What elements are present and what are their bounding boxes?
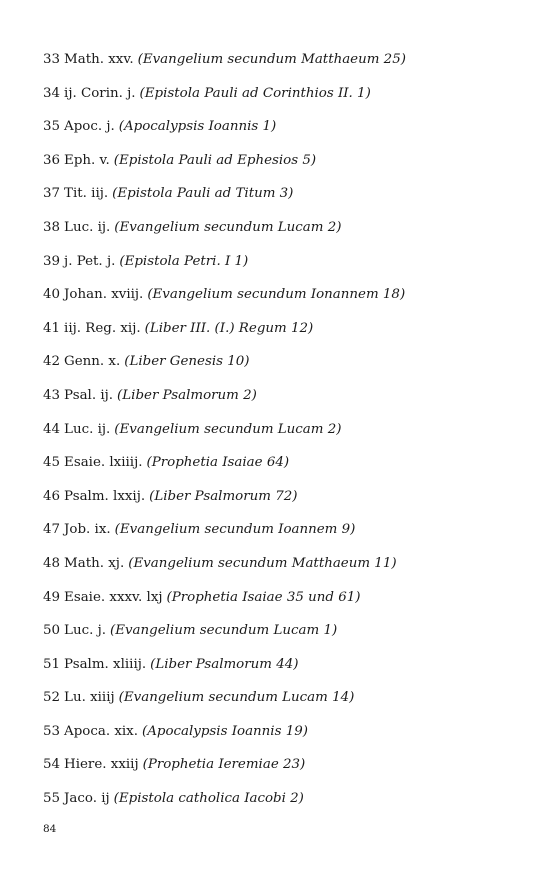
entry-number: 33	[43, 52, 61, 67]
entry-gloss: (Liber III. (I.) Regum 12)	[144, 320, 314, 336]
entry-number: 40	[43, 287, 61, 303]
entry-number: 54	[43, 757, 61, 773]
list-item	[43, 754, 523, 788]
entry-number: 34	[43, 85, 61, 101]
entry-reference: Jaco. ij	[64, 791, 110, 807]
entry-reference: Job. ix.	[64, 522, 111, 538]
entry-gloss: (Epistola Pauli ad Ephesios 5)	[113, 152, 317, 168]
entry-gloss: (Evangelium secundum Lucam 2)	[114, 421, 342, 437]
entry-gloss: (Evangelium secundum Lucam 1)	[109, 623, 338, 639]
entry-number: 50	[43, 623, 61, 639]
entry-reference: Johan. xviij.	[64, 287, 144, 303]
entry-reference: ij. Corin. j.	[64, 85, 136, 101]
entry-reference: Luc. j.	[64, 623, 106, 639]
list-item	[43, 587, 523, 621]
list-item	[43, 620, 523, 654]
entry-number: 41	[43, 320, 61, 336]
entry-gloss: (Epistola catholica Iacobi 2)	[113, 791, 304, 807]
entry-gloss: (Evangelium secundum Lucam 14)	[118, 690, 355, 706]
entry-reference: Genn. x.	[64, 354, 121, 370]
entry-number: 46	[43, 488, 61, 504]
list-item	[43, 351, 523, 385]
list-item	[43, 284, 523, 318]
entry-number: 55	[43, 791, 61, 807]
list-item	[43, 452, 523, 486]
list-item	[43, 721, 523, 755]
page-number: 84	[43, 823, 57, 835]
entry-number: 38	[43, 219, 61, 235]
list-item	[43, 150, 523, 184]
list-item	[43, 553, 523, 587]
entry-gloss: (Evangelium secundum Ionannem 18)	[147, 287, 406, 303]
entry-reference: Hiere. xxiij	[64, 757, 139, 773]
entry-number: 45	[43, 455, 61, 471]
list-item	[43, 654, 523, 688]
entry-reference: Math. xj.	[64, 555, 125, 571]
entry-number: 47	[43, 522, 61, 538]
entry-reference: Tit. iij.	[64, 186, 109, 202]
entry-gloss: (Evangelium secundum Lucam 2)	[114, 219, 342, 235]
entry-gloss: (Evangelium secundum Ioannem 9)	[114, 522, 356, 538]
list-item	[43, 83, 523, 117]
entry-reference: Apoc. j.	[64, 119, 115, 135]
entry-number: 39	[43, 253, 61, 269]
entry-gloss: (Evangelium secundum Matthaeum 25)	[137, 52, 406, 67]
entry-gloss: (Liber Psalmorum 44)	[150, 656, 299, 672]
list-item	[43, 49, 523, 83]
entry-reference: Math. xxv.	[64, 52, 134, 67]
entry-reference: Apoca. xix.	[64, 723, 138, 739]
list-item	[43, 385, 523, 419]
entry-reference: Luc. ij.	[64, 421, 111, 437]
entry-gloss: (Prophetia Ieremiae 23)	[142, 757, 306, 773]
list-item	[43, 687, 523, 721]
entry-reference: j. Pet. j.	[64, 253, 116, 269]
entry-number: 48	[43, 555, 61, 571]
entry-gloss: (Evangelium secundum Matthaeum 11)	[128, 555, 397, 571]
entry-reference: Psal. ij.	[64, 387, 114, 403]
entry-gloss: (Epistola Petri. I 1)	[119, 253, 249, 269]
list-item	[43, 217, 523, 251]
list-item	[43, 788, 523, 822]
entry-number: 51	[43, 656, 61, 672]
list-item	[43, 183, 523, 217]
entry-number: 49	[43, 589, 61, 605]
entry-reference: Psalm. lxxij.	[64, 488, 146, 504]
entry-number: 43	[43, 387, 61, 403]
entry-reference: iij. Reg. xij.	[64, 320, 141, 336]
entry-reference: Lu. xiiij	[64, 690, 115, 706]
entry-number: 42	[43, 354, 61, 370]
list-item	[43, 116, 523, 150]
entry-number: 35	[43, 119, 61, 135]
list-item	[43, 318, 523, 352]
entry-gloss: (Prophetia Isaiae 64)	[146, 455, 290, 471]
entry-number: 52	[43, 690, 61, 706]
entry-gloss: (Apocalypsis Ioannis 1)	[118, 119, 277, 135]
entry-gloss: (Liber Psalmorum 72)	[149, 488, 298, 504]
entry-number: 36	[43, 152, 61, 168]
entry-gloss: (Epistola Pauli ad Corinthios II. 1)	[139, 85, 371, 101]
entry-number: 53	[43, 723, 61, 739]
entry-gloss: (Apocalypsis Ioannis 19)	[142, 723, 308, 739]
entry-gloss: (Liber Psalmorum 2)	[117, 387, 257, 403]
entry-number: 44	[43, 421, 61, 437]
list-item	[43, 486, 523, 520]
list-item	[43, 251, 523, 285]
entry-reference: Esaie. xxxv. lxj	[64, 589, 163, 605]
entry-reference: Eph. v.	[64, 152, 110, 168]
entry-gloss: (Liber Genesis 10)	[124, 354, 250, 370]
list-item	[43, 519, 523, 553]
entry-gloss: (Epistola Pauli ad Titum 3)	[112, 186, 294, 202]
list-item	[43, 419, 523, 453]
entry-gloss: (Prophetia Isaiae 35 und 61)	[166, 589, 361, 605]
entry-reference: Psalm. xliiij.	[64, 656, 147, 672]
reference-list	[43, 49, 523, 822]
entry-reference: Luc. ij.	[64, 219, 111, 235]
entry-number: 37	[43, 186, 61, 202]
entry-reference: Esaie. lxiiij.	[64, 455, 143, 471]
